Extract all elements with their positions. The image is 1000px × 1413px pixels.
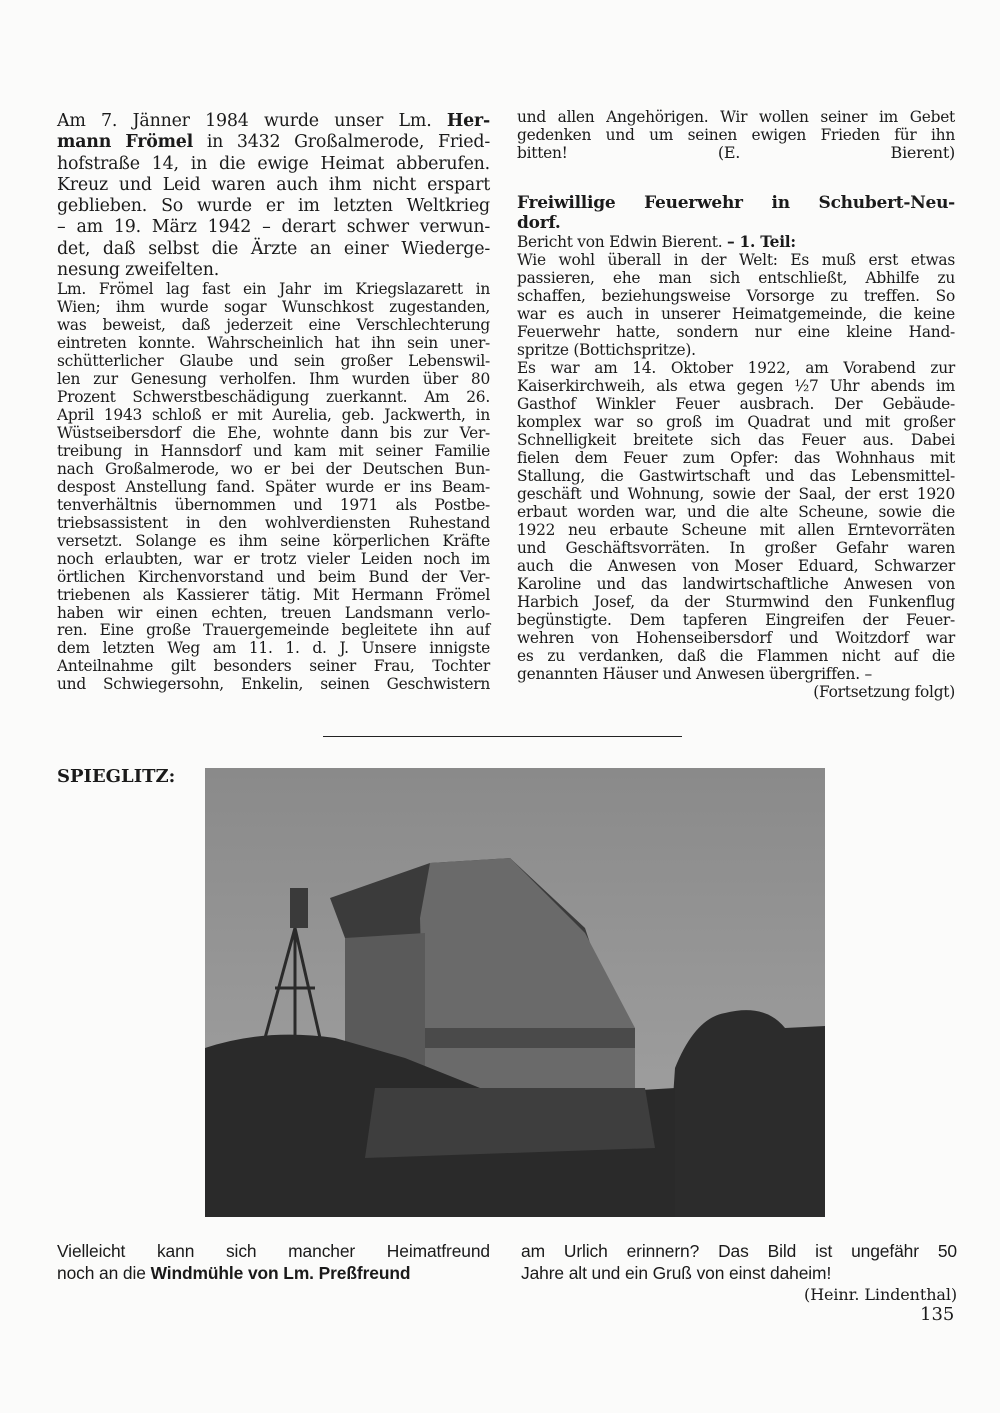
- obituary-final-line: [517, 144, 955, 162]
- text-line: Wien; ihm wurde sogar Wunschkost zugestanden,: [57, 298, 490, 317]
- text-line: nesung zweifelten.: [57, 260, 220, 281]
- text-line: [517, 233, 955, 251]
- obituary-signature: (E. Bierent): [717, 143, 955, 162]
- article-paragraph-2: [517, 359, 955, 683]
- text-line: und Schwiegersohn, Enkelin, seinen Geschwistern: [57, 675, 490, 694]
- text-line: April 1943 schloß er mit Aurelia, geb. Jackwerth, in: [57, 406, 490, 425]
- text-line: dem letzten Weg am 11. 1. d. J. Unsere innigste: [57, 639, 490, 658]
- text-line: Freiwillige Feuerwehr in Schubert-Neu-: [517, 193, 955, 213]
- text-line: auch die Anwesen von Moser Eduard, Schwarzer: [517, 557, 955, 575]
- text-line: [57, 132, 490, 153]
- balcony: [425, 1028, 635, 1048]
- text-line: begünstigte. Dem tapferen Eingreifen der Feuer-: [517, 611, 955, 629]
- caption-right-lines: [521, 1240, 957, 1284]
- page-number: 135: [920, 1304, 955, 1325]
- text-line: fielen dem Feuer zum Opfer: das Wohnhaus mit: [517, 449, 955, 467]
- text-line: Prozent Schwerstbeschädigung zuerkannt. Am 26.: [57, 388, 490, 407]
- text-line: genannten Häuser und Anwesen übergriffen. –: [517, 665, 872, 683]
- text-line: eintreten konnte. Wahrscheinlich hat ihn sein uner-: [57, 334, 490, 353]
- text-line: war es auch in unserer Heimatgemeinde, die keine: [517, 305, 955, 323]
- obituary-last-words: bitten!: [517, 144, 568, 162]
- text-line: triebenen als Kassierer tätig. Mit Hermann Frömel: [57, 585, 490, 604]
- text-segment: Am 7. Jänner 1984 wurde unser Lm.: [57, 111, 447, 131]
- trees-right: [665, 1010, 825, 1217]
- obituary-paragraph-1: [57, 111, 490, 281]
- text-line: ren. Eine große Trauergemeinde begleitete ihn auf: [57, 621, 490, 640]
- right-column: [517, 108, 955, 701]
- text-segment: noch an die: [57, 1263, 151, 1283]
- text-line: Anteilnahme gilt besonders seiner Frau, Tochter: [57, 657, 490, 676]
- photo-caption-right: [521, 1240, 957, 1306]
- text-line: Stallung, die Gastwirtschaft und das Lebensmittel-: [517, 467, 955, 485]
- text-line: komplex war so groß im Quadrat und mit großer: [517, 413, 955, 431]
- text-line: det, daß selbst die Ärzte an einer Wiederge-: [57, 238, 490, 259]
- text-segment: in 3432 Großalmerode, Fried-: [193, 132, 490, 153]
- text-line: und Geschäftsvorräten. In großer Gefahr waren: [517, 539, 955, 557]
- obituary-column: [57, 111, 490, 694]
- caption-signature: (Heinr. Lindenthal): [804, 1285, 957, 1304]
- bold-text: Windmühle von Lm. Preßfreund: [150, 1263, 411, 1283]
- continued-note: (Fortsetzung folgt): [813, 683, 955, 701]
- text-line: Wüstseibersdorf die Ehe, wohnte dann bis zur Ver-: [57, 424, 490, 442]
- text-line: Kreuz und Leid waren auch ihm nicht erspart: [57, 174, 490, 195]
- text-line: – am 19. März 1942 – derart schwer verwun-: [57, 217, 490, 238]
- text-line: geblieben. So wurde er im letzten Weltkrieg: [57, 196, 490, 217]
- text-line: und allen Angehörigen. Wir wollen seiner im Gebet: [517, 108, 955, 126]
- text-line: passieren, ehe man sich entschließt, Abhilfe zu: [517, 269, 955, 287]
- text-line: [57, 111, 490, 132]
- text-line: noch erlaubten, war er trotz vieler Leiden noch im: [57, 549, 490, 568]
- text-line: len zur Genesung verholfen. Ihm wurden über 80: [57, 370, 490, 389]
- text-line: Kaiserkirchweih, als etwa gegen ½7 Uhr abends im: [517, 377, 955, 395]
- text-line: triebsassistent in den wohlverdiensten Ruhestand: [57, 513, 490, 532]
- text-line: Lm. Frömel lag fast ein Jahr im Kriegslazarett in: [57, 280, 490, 299]
- stone-wall: [365, 1088, 655, 1158]
- text-line: nach Großalmerode, wo er bei der Deutschen Bun-: [57, 459, 490, 478]
- text-line: versetzt. Solange es ihm seine körperlichen Kräfte: [57, 531, 490, 550]
- text-line: erbaut worden war, und die alte Scheune, sowie die: [517, 503, 955, 521]
- photo-caption-left: [57, 1240, 490, 1284]
- obituary-paragraph-2: [57, 281, 490, 694]
- text-line: [57, 1262, 490, 1284]
- text-line: schütterlicher Glaube und sein großer Lebenswil-: [57, 352, 490, 371]
- text-line: tenverhältnis übernommen und 1971 als Postbe-: [57, 495, 490, 514]
- text-line: geschäft und Wohnung, sowie der Saal, der erst 1920: [517, 485, 955, 503]
- text-line: am Urlich erinnern? Das Bild ist ungefähr 50: [521, 1241, 957, 1261]
- text-line: was beweist, daß jederzeit eine Verschlechterung: [57, 316, 490, 335]
- bold-text: – 1. Teil:: [727, 233, 796, 251]
- text-line: schaffen, beziehungsweise Vorsorge zu treffen. So: [517, 287, 955, 305]
- text-line: Jahre alt und ein Gruß von einst daheim!: [521, 1263, 832, 1283]
- text-line: treibung in Hannsdorf und kam mit seiner Familie: [57, 441, 490, 460]
- text-line: örtlichen Kirchenvorstand und beim Bund der Ver-: [57, 567, 490, 586]
- bold-text: mann Frömel: [57, 132, 194, 153]
- text-segment: Bericht von Edwin Bierent.: [517, 233, 727, 251]
- text-line: dorf.: [517, 213, 561, 233]
- section-divider: [323, 736, 682, 737]
- section-label: SPIEGLITZ:: [57, 766, 176, 787]
- bold-text: Her-: [446, 111, 490, 131]
- text-line: Schnelligkeit breitete sich das Feuer aus. Dabei: [517, 431, 955, 449]
- windmill-photo: [205, 768, 825, 1217]
- text-line: hofstraße 14, in die ewige Heimat abberufen.: [57, 153, 490, 174]
- article-byline: [517, 233, 955, 251]
- text-line: 1922 neu erbaute Scheune mit allen Erntevorräten: [517, 521, 955, 539]
- text-line: gedenken und um seinen ewigen Frieden für ihn: [517, 126, 955, 144]
- text-line: Harbich Josef, da der Sturmwind den Funkenflug: [517, 593, 955, 611]
- text-line: Gasthof Winkler Feuer ausbrach. Der Gebäude-: [517, 395, 955, 413]
- obituary-continuation: [517, 108, 955, 144]
- text-line: spritze (Bottichspritze).: [517, 341, 696, 359]
- text-line: Feuerwehr hatte, sondern nur eine kleine Hand-: [517, 323, 955, 341]
- article-paragraph-1: [517, 251, 955, 359]
- text-line: Karoline und das landwirtschaftliche Anwesen von: [517, 575, 955, 593]
- windmill-vane: [290, 888, 308, 928]
- text-line: wehren von Hohenseibersdorf und Woitzdorf war: [517, 629, 955, 647]
- text-line: Es war am 14. Oktober 1922, am Vorabend zur: [517, 359, 955, 377]
- text-line: haben wir einen echten, treuen Landsmann verlo-: [57, 603, 490, 622]
- article-heading: [517, 193, 955, 233]
- text-line: Wie wohl überall in der Welt: Es muß erst etwas: [517, 251, 955, 269]
- text-line: despost Anstellung fand. Später wurde er ins Beam-: [57, 477, 490, 496]
- text-line: Vielleicht kann sich mancher Heimatfreund: [57, 1241, 490, 1261]
- text-line: es zu verdanken, daß die Flammen nicht auf die: [517, 647, 955, 665]
